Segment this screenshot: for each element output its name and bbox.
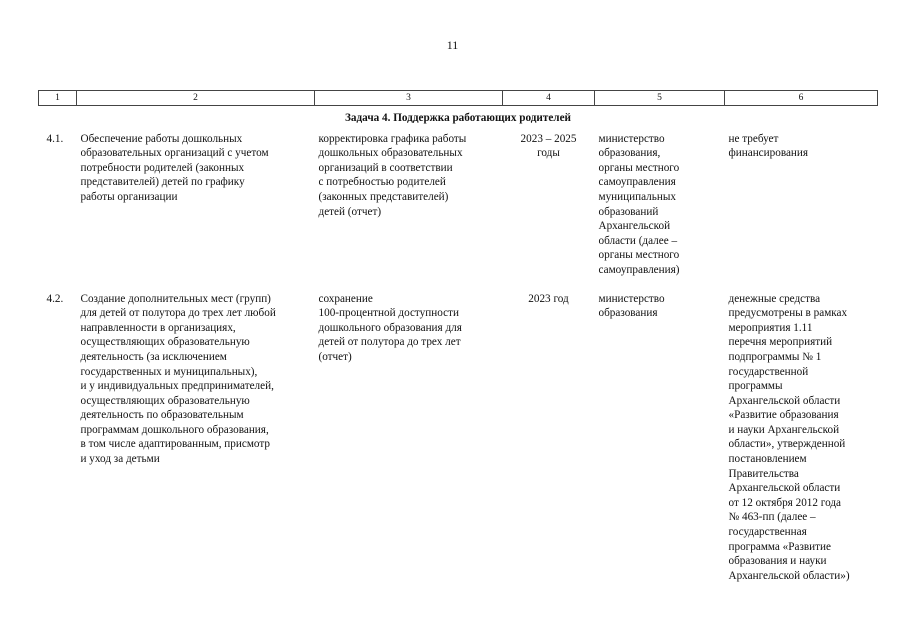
page-number: 11 [446,38,459,52]
executor-cell: министерство образования [598,292,665,320]
measures-table [38,90,878,583]
column-number-header: 1 [39,91,77,106]
term-cell: 2023 – 2025 годы [520,132,577,160]
table-row [39,292,878,584]
task-heading-row [39,106,878,128]
row-number: 4.1. [46,132,64,145]
table-row [39,128,878,292]
result-cell: сохранение 100-процентной доступности дошкольного образования для детей от полутора до трех лет (отчет) [318,292,462,363]
executor-cell: министерство образования, органы местного самоуправления муниципальных образований Архангельской области (далее – органы местного самоуправления) [598,132,680,276]
measure-cell: Создание дополнительных мест (групп) для детей от полутора до трех лет любой направленности в организациях, осуществляющих образовательную деятельность (за исключением государственных и муниципальных), и у индивидуальных предпринимателей, осуществляющих образовательную деятельность по образовательным программам дошкольного образования, в том числе адаптированным, присмотр и уход за детьми [80,292,276,466]
term-cell: 2023 год [528,292,569,305]
column-number-header: 5 [595,91,725,106]
column-number-header: 2 [77,91,315,106]
task-title: Задача 4. Поддержка работающих родителей [345,112,571,124]
column-number-header: 3 [315,91,503,106]
row-number: 4.2. [46,292,64,305]
funding-cell: денежные средства предусмотрены в рамках мероприятия 1.11 перечня мероприятий подпрограммы № 1 государственной программы Архангельской области «Развитие образования и науки Архангельской области», утвержденной постановлением Правительства Архангельской области от 12 октября 2012 года № 463-пп (далее – государственная программа «Развитие образования и науки Архангельской области») [728,292,850,582]
result-cell: корректировка графика работы дошкольных образовательных организаций в соответствии с потребностью родителей (законных представителей) детей (отчет) [318,132,467,218]
column-number-row [39,91,878,106]
column-number-header: 6 [725,91,878,106]
column-number-header: 4 [503,91,595,106]
funding-cell: не требует финансирования [728,132,809,160]
measure-cell: Обеспечение работы дошкольных образовательных организаций с учетом потребности родителей (законных представителей) детей по графику работы организации [80,132,269,203]
